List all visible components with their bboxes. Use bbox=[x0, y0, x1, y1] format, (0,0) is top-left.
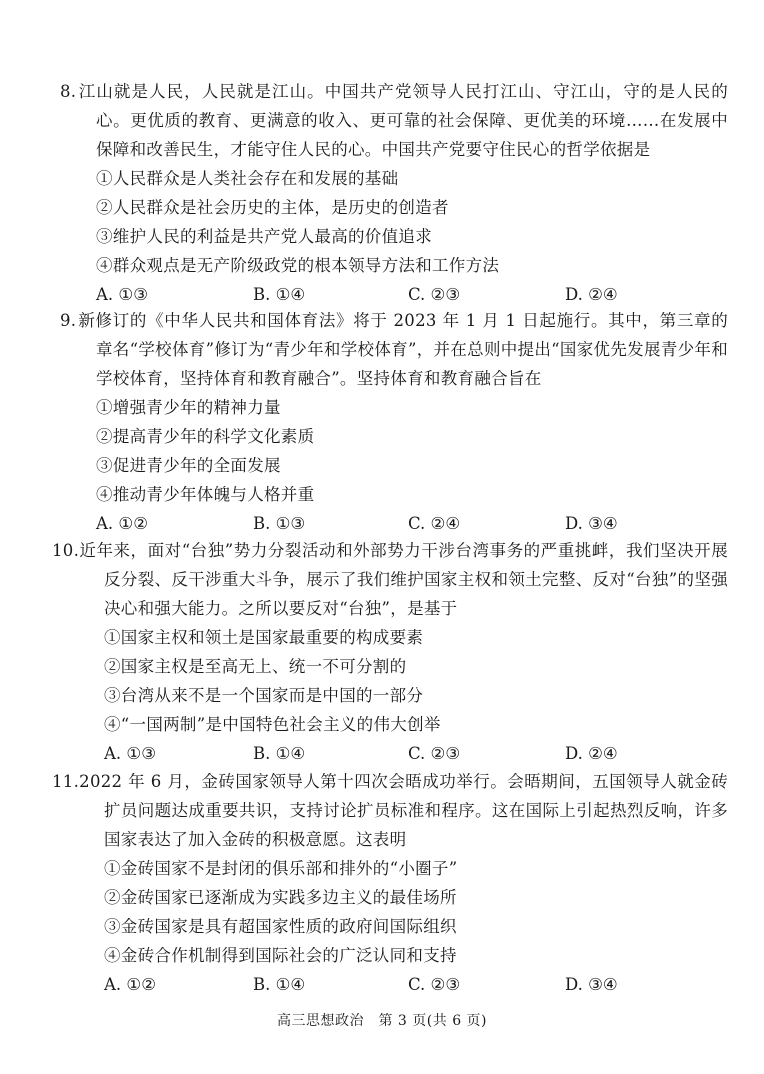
statement-4: ④“一国两制”是中国特色社会主义的伟大创举 bbox=[104, 715, 441, 734]
choice-b: B. ①④ bbox=[253, 744, 306, 763]
question-text: 江山就是人民，人民就是江山。中国共产党领导人民打江山、守江山，守的是人民的心。更优质的教育、更满意的收入、更可靠的社会保障、更优美的环境……在发展中保障和改善民生，才能守住人民的心。中国共产党要守住民心的哲学依据是 bbox=[78, 82, 728, 159]
question-text: 新修订的《中华人民共和国体育法》将于 2023 年 1 月 1 日起施行。其中，第三章的章名“学校体育”修订为“青少年和学校体育”，并在总则中提出“国家优先发展青少年和学校体育，坚持体育和教育融合”。坚持体育和教育融合旨在 bbox=[78, 311, 728, 388]
statement-3: ③金砖国家是具有超国家性质的政府间国际组织 bbox=[104, 917, 457, 936]
statement-3: ③维护人民的利益是共产党人最高的价值追求 bbox=[96, 227, 432, 246]
statement-1: ①人民群众是人类社会存在和发展的基础 bbox=[96, 169, 399, 188]
question-10 bbox=[52, 536, 728, 768]
choice-c: C. ②③ bbox=[408, 285, 461, 304]
question-stem bbox=[52, 536, 728, 623]
question-11 bbox=[52, 767, 728, 999]
question-text: 近年来，面对“台独”势力分裂活动和外部势力干涉台湾事务的严重挑衅，我们坚决开展反分裂、反干涉重大斗争，展示了我们维护国家主权和领土完整、反对“台独”的坚强决心和强大能力。之所以要反对“台独”，是基于 bbox=[79, 541, 728, 618]
statement-4: ④群众观点是无产阶级政党的根本领导方法和工作方法 bbox=[96, 256, 500, 275]
choice-d: D. ③④ bbox=[565, 975, 618, 994]
answer-choices bbox=[78, 280, 728, 309]
statement-1: ①增强青少年的精神力量 bbox=[96, 398, 281, 417]
question-stem bbox=[52, 767, 728, 854]
choice-b: B. ①④ bbox=[253, 285, 306, 304]
question-stem: 9. 新修订的《中华人民共和国体育法》将于 2023 年 1 月 1 日起施行。其中，第三章的章名“学校体育”修订为“青少年和学校体育”，并在总则中提出“国家优先发展青少年和学校体育，坚持体育和教育融合”。坚持体育和教育融合旨在 bbox=[60, 311, 728, 388]
choice-a: A. ①② bbox=[96, 514, 148, 533]
choice-c: C. ②③ bbox=[408, 744, 461, 763]
page-footer: 高三思想政治 第 3 页(共 6 页) bbox=[276, 1013, 488, 1029]
choice-d: D. ②④ bbox=[565, 744, 618, 763]
statement-2: ②金砖国家已逐渐成为实践多边主义的最佳场所 bbox=[104, 888, 457, 907]
answer-choices bbox=[78, 509, 728, 538]
statement-4: ④金砖合作机制得到国际社会的广泛认同和支持 bbox=[104, 946, 457, 965]
question-9 bbox=[60, 306, 728, 538]
statement-2: ②国家主权是至高无上、统一不可分割的 bbox=[104, 657, 407, 676]
statement-3: ③促进青少年的全面发展 bbox=[96, 456, 281, 475]
choice-a: A. ①③ bbox=[96, 285, 148, 304]
statement-3: ③台湾从来不是一个国家而是中国的一部分 bbox=[104, 686, 424, 705]
choice-a: A. ①③ bbox=[104, 744, 156, 763]
choice-b: B. ①③ bbox=[253, 514, 306, 533]
statement-2: ②人民群众是社会历史的主体，是历史的创造者 bbox=[96, 198, 449, 217]
choice-b: B. ①④ bbox=[253, 975, 306, 994]
statement-2: ②提高青少年的科学文化素质 bbox=[96, 427, 315, 446]
choice-d: D. ②④ bbox=[565, 285, 618, 304]
statement-1: ①国家主权和领土是国家最重要的构成要素 bbox=[104, 628, 424, 647]
question-stem: 8. 江山就是人民，人民就是江山。中国共产党领导人民打江山、守江山，守的是人民的心。更优质的教育、更满意的收入、更可靠的社会保障、更优美的环境……在发展中保障和改善民生，才能守住人民的心。中国共产党要守住民心的哲学依据是 bbox=[60, 82, 728, 159]
question-text: 2022 年 6 月，金砖国家领导人第十四次会晤成功举行。会晤期间，五国领导人就金砖扩员问题达成重要共识，支持讨论扩员标准和程序。这在国际上引起热烈反响，许多国家表达了加入金砖的积极意愿。这表明 bbox=[79, 772, 728, 849]
question-number: 11. bbox=[52, 772, 80, 791]
question-8 bbox=[60, 77, 728, 309]
choice-a: A. ①② bbox=[104, 975, 156, 994]
choice-c: C. ②④ bbox=[408, 514, 461, 533]
answer-choices bbox=[78, 970, 728, 999]
statement-4: ④推动青少年体魄与人格并重 bbox=[96, 485, 315, 504]
statement-1: ①金砖国家不是封闭的俱乐部和排外的“小圈子” bbox=[104, 859, 458, 878]
answer-choices bbox=[78, 739, 728, 768]
choice-c: C. ②③ bbox=[408, 975, 461, 994]
question-number: 10. bbox=[52, 541, 80, 560]
choice-d: D. ③④ bbox=[565, 514, 618, 533]
